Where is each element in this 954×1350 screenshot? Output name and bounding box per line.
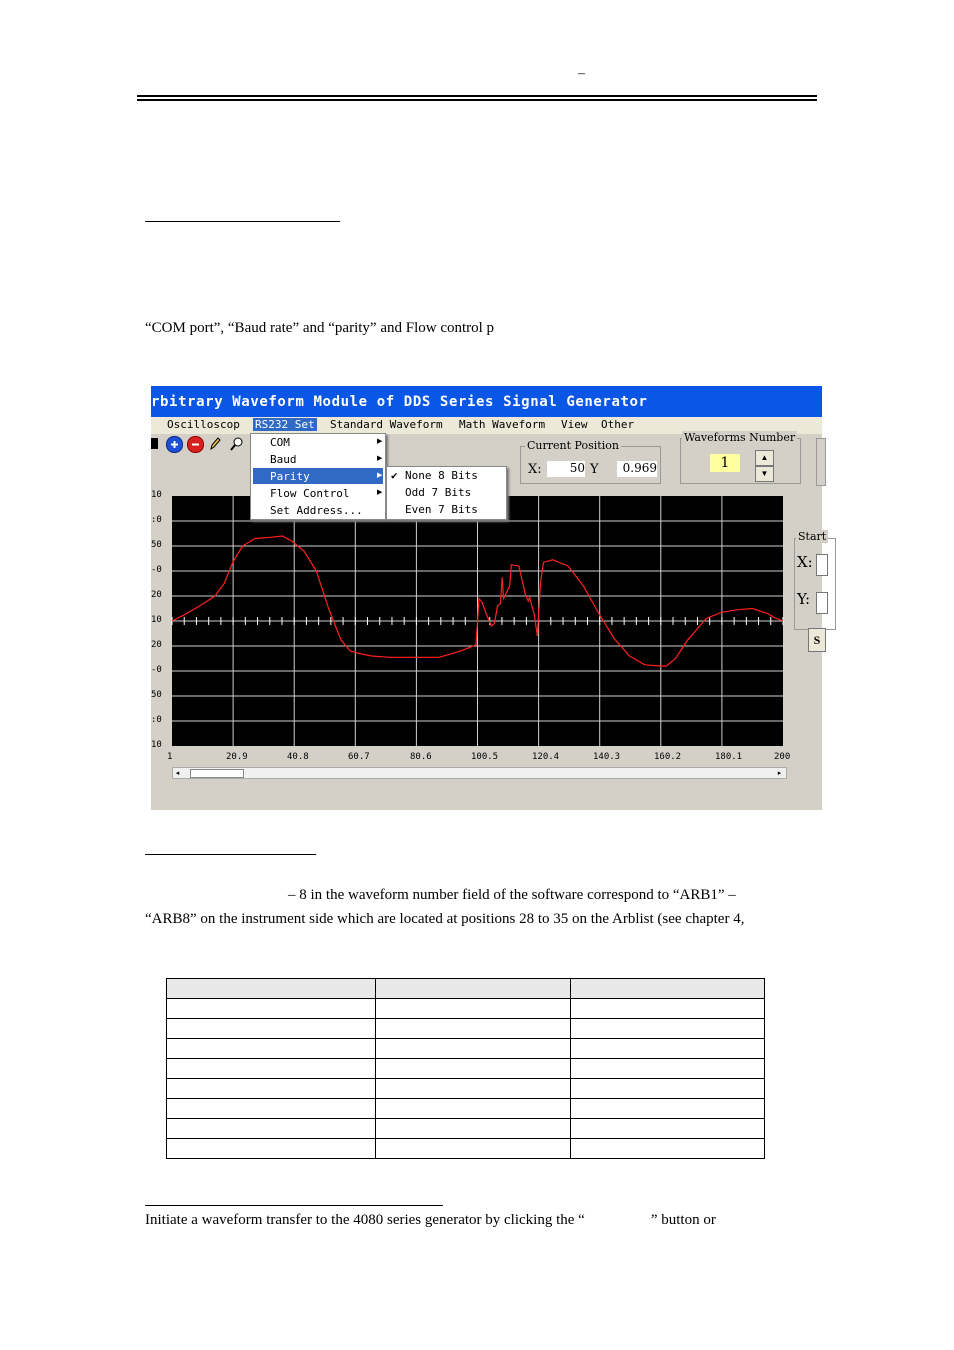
title-bar [151, 386, 822, 417]
y-tick: 50 [151, 690, 162, 700]
parity-none-8-bits[interactable]: None 8 Bits [405, 469, 478, 482]
table-cell [376, 1139, 571, 1159]
x-tick: 180.1 [715, 752, 743, 762]
x-tick: 40.8 [287, 752, 309, 762]
waveform-plot-svg [172, 496, 783, 746]
menu-other[interactable]: Other [601, 418, 635, 431]
x-tick: 60.7 [348, 752, 370, 762]
menu-item-baud[interactable]: Baud [270, 453, 297, 466]
x-tick: 80.6 [410, 752, 432, 762]
toolbar [151, 434, 251, 453]
table-row [167, 1119, 765, 1139]
table-cell [571, 1099, 765, 1119]
header-rule-1 [137, 95, 817, 97]
table-cell [376, 1079, 571, 1099]
x-tick: 200 [774, 752, 791, 762]
table-cell [376, 1099, 571, 1119]
table-row [167, 1139, 765, 1159]
menu-item-parity[interactable]: Parity [270, 470, 310, 483]
paragraph-transfer-post: ” button or [650, 1212, 716, 1228]
pencil-icon[interactable] [207, 436, 223, 452]
menu-view[interactable]: View [561, 418, 588, 431]
parity-odd-7-bits[interactable]: Odd 7 Bits [405, 486, 472, 499]
section-underline-3 [145, 1205, 443, 1206]
check-icon: ✔ [391, 469, 398, 482]
right-panel-edge [816, 438, 826, 486]
start-y-input[interactable] [816, 592, 828, 614]
table-cell [167, 999, 376, 1019]
table-header-row [167, 979, 765, 999]
table-cell [571, 1119, 765, 1139]
current-position-label: Current Position [527, 439, 619, 452]
table-row [167, 999, 765, 1019]
start-y-label: Y: [797, 590, 811, 608]
pos-x-field: 50 [547, 461, 585, 477]
menu-item-flow-control[interactable]: Flow Control [270, 487, 350, 500]
side-button[interactable]: S [808, 628, 826, 652]
x-tick: 140.3 [593, 752, 621, 762]
table-cell [376, 979, 571, 999]
table-row [167, 1039, 765, 1059]
menu-item-com[interactable]: COM [270, 436, 290, 449]
submenu-arrow-icon: ▶ [377, 471, 383, 479]
waveform-plot[interactable] [172, 496, 783, 746]
parity-submenu [386, 466, 507, 520]
table-cell [571, 979, 765, 999]
table-row [167, 1079, 765, 1099]
table-cell [167, 1119, 376, 1139]
table-cell [167, 1019, 376, 1039]
pos-x-label: X: [528, 462, 542, 477]
y-tick: 20 [151, 640, 162, 650]
y-tick: 10 [151, 740, 162, 750]
waveforms-number-field[interactable]: 1 [710, 454, 740, 472]
table-cell [376, 1039, 571, 1059]
waveforms-number-label: Waveforms Number [684, 431, 796, 444]
rs232-dropdown [250, 433, 386, 520]
y-tick: -0 [151, 665, 162, 675]
menu-oscilloscop[interactable]: Oscilloscop [167, 418, 240, 431]
table-cell [167, 1079, 376, 1099]
spin-up-icon[interactable]: ▲ [755, 450, 774, 466]
y-tick: :0 [151, 515, 162, 525]
menu-rs232-set[interactable]: RS232 Set [255, 418, 315, 431]
section-underline-2 [145, 854, 316, 855]
x-tick: 100.5 [471, 752, 499, 762]
toolbar-edge-icon[interactable] [151, 438, 158, 449]
table-cell [167, 1139, 376, 1159]
zoom-icon[interactable] [229, 436, 245, 452]
remove-icon[interactable] [187, 436, 204, 453]
paragraph-waveform-number: – 8 in the waveform number field of the software correspond to “ARB1” – [288, 887, 736, 903]
spin-down-icon[interactable]: ▼ [755, 466, 774, 482]
table-cell [376, 1019, 571, 1039]
paragraph-transfer-pre: Initiate a waveform transfer to the 4080 series generator by clicking the “ [145, 1212, 585, 1228]
header-rule-2 [137, 99, 817, 101]
table-cell [571, 1079, 765, 1099]
parity-even-7-bits[interactable]: Even 7 Bits [405, 503, 478, 516]
pos-y-label: Y [590, 462, 599, 477]
pos-y-field: 0.969 [617, 461, 657, 477]
start-x-input[interactable] [816, 554, 828, 576]
table-cell [571, 1139, 765, 1159]
table-row [167, 1019, 765, 1039]
paragraph-com-settings: “COM port”, “Baud rate” and “parity” and Flow control p [145, 320, 495, 336]
menu-math-waveform[interactable]: Math Waveform [459, 418, 546, 431]
y-tick: -0 [151, 565, 162, 575]
arb-mapping-table [166, 978, 765, 1159]
x-tick: 1 [167, 752, 173, 762]
y-tick: 50 [151, 540, 162, 550]
horizontal-scrollbar[interactable] [172, 767, 787, 779]
table-row [167, 1099, 765, 1119]
scroll-right-icon[interactable]: ▸ [777, 769, 782, 777]
table-cell [571, 1059, 765, 1079]
paragraph-transfer [145, 1212, 716, 1229]
table-cell [376, 1119, 571, 1139]
menu-standard-waveform[interactable]: Standard Waveform [330, 418, 443, 431]
app-screenshot [151, 386, 827, 810]
table-cell [571, 999, 765, 1019]
header-dash: – [578, 66, 585, 81]
y-tick: 10 [151, 615, 162, 625]
table-cell [571, 1039, 765, 1059]
waveforms-number-group [680, 438, 801, 484]
table-cell [167, 979, 376, 999]
table-cell [571, 1019, 765, 1039]
submenu-arrow-icon: ▶ [377, 488, 383, 496]
paragraph-arb-positions: “ARB8” on the instrument side which are located at positions 28 to 35 on the Arblist (see chapter 4, [145, 911, 745, 927]
window-title: rbitrary Waveform Module of DDS Series Signal Generator [151, 394, 648, 410]
scroll-left-icon[interactable]: ◂ [175, 769, 180, 777]
section-underline-1 [145, 221, 340, 222]
add-icon[interactable] [166, 436, 183, 453]
submenu-arrow-icon: ▶ [377, 454, 383, 462]
table-cell [376, 1059, 571, 1079]
y-tick: 10 [151, 490, 162, 500]
x-tick: 120.4 [532, 752, 560, 762]
x-tick: 20.9 [226, 752, 248, 762]
table-cell [167, 1099, 376, 1119]
y-tick: :0 [151, 715, 162, 725]
table-cell [167, 1059, 376, 1079]
table-row [167, 1059, 765, 1079]
menu-item-set-address[interactable]: Set Address... [270, 504, 363, 517]
y-tick: 20 [151, 590, 162, 600]
submenu-arrow-icon: ▶ [377, 437, 383, 445]
scroll-thumb[interactable] [190, 769, 244, 778]
start-x-label: X: [797, 553, 813, 571]
x-tick: 160.2 [654, 752, 682, 762]
table-cell [376, 999, 571, 1019]
y-axis-labels [151, 490, 171, 750]
start-group [794, 538, 836, 630]
start-label: Start [798, 530, 827, 543]
table-cell [167, 1039, 376, 1059]
